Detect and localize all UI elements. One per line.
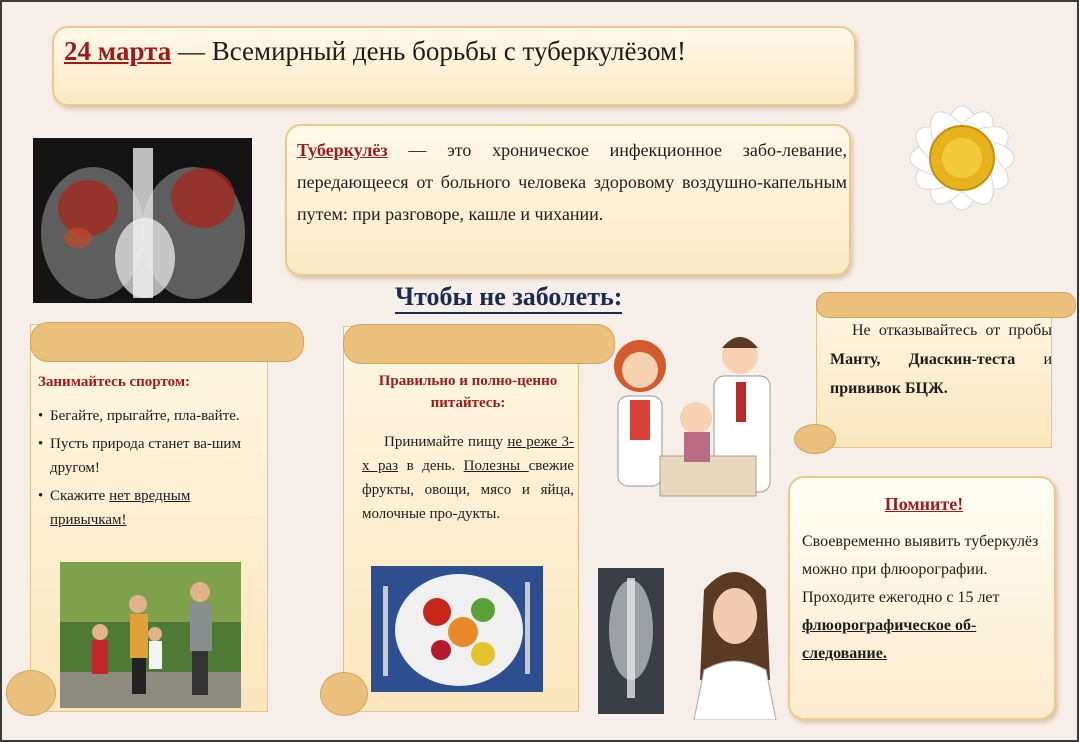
nutrition-title: Правильно и полно-ценно питайтесь: — [378, 373, 558, 411]
list-item: • Бегайте, прыгайте, пла-вайте. — [38, 404, 270, 428]
doctors-vaccinating-child-illustration — [604, 326, 796, 508]
lung-xray-image — [33, 138, 252, 303]
nutrition-text-underlined: не реже 3-х раз — [362, 434, 574, 474]
title-text: — Всемирный день борьбы с туберкулёзом! — [171, 36, 687, 66]
doctor-with-xray-photo — [594, 560, 784, 720]
definition-term: Туберкулёз — [297, 140, 388, 160]
healthy-food-plate-photo — [371, 566, 543, 692]
remember-text — [802, 528, 1046, 668]
sport-scroll-top-curl — [30, 322, 304, 362]
vaccine-bcg: прививок БЦЖ. — [830, 380, 948, 397]
vaccine-scroll-top-curl — [816, 292, 1076, 318]
vaccine-text — [830, 316, 1052, 403]
list-item-text: Скажите — [50, 488, 110, 504]
vaccine-scroll-bottom-curl — [794, 424, 836, 454]
remember-body: Своевременно выявить туберкулёз можно при флюорографии. Проходите ежегодно с 15 лет — [802, 533, 1039, 606]
nutrition-scroll-top-curl — [343, 324, 615, 364]
nutrition-scroll-bottom-curl — [320, 672, 368, 716]
nutrition-text-useful: Полезны — [463, 458, 529, 474]
vaccine-text-a: Не отказывайтесь от пробы — [852, 322, 1052, 339]
remember-emphasis: флюорографическое об-следование. — [802, 617, 977, 662]
nutrition-text — [362, 430, 574, 526]
nutrition-text-c: в день. — [398, 458, 464, 474]
nutrition-text-a: Принимайте пищу — [384, 434, 508, 450]
sport-scroll-bottom-curl — [6, 670, 56, 716]
nutrition-section — [362, 370, 574, 526]
definition-text — [297, 134, 847, 230]
list-item — [38, 484, 270, 532]
daisy-flower-image — [862, 70, 1062, 245]
vaccine-text-c: и — [1015, 351, 1052, 368]
page-title — [64, 36, 844, 67]
remember-title: Помните! — [884, 494, 964, 514]
remember-section — [802, 490, 1046, 668]
vaccine-section — [830, 316, 1052, 403]
sport-list — [38, 404, 270, 532]
title-date: 24 марта — [64, 36, 172, 66]
nutrition-text-e: свежие фрукты, овощи, мясо и яйца, молочные про-дукты. — [362, 458, 574, 522]
sport-section — [38, 370, 270, 536]
section-heading: Чтобы не заболеть: — [395, 282, 622, 314]
sport-title: Занимайтесь спортом: — [38, 374, 191, 390]
family-jogging-photo — [60, 562, 241, 708]
definition-body: — это хроническое инфекционное забо-левание, передающееся от больного человека здоровому воздушно-капельным путем: при разговоре, кашле и чихании. — [297, 140, 847, 224]
list-item-underlined: нет вредным привычкам! — [50, 488, 191, 528]
list-item: • Пусть природа станет ва-шим другом! — [38, 432, 270, 480]
vaccine-tests: Манту, Диаскин-теста — [830, 351, 1016, 368]
